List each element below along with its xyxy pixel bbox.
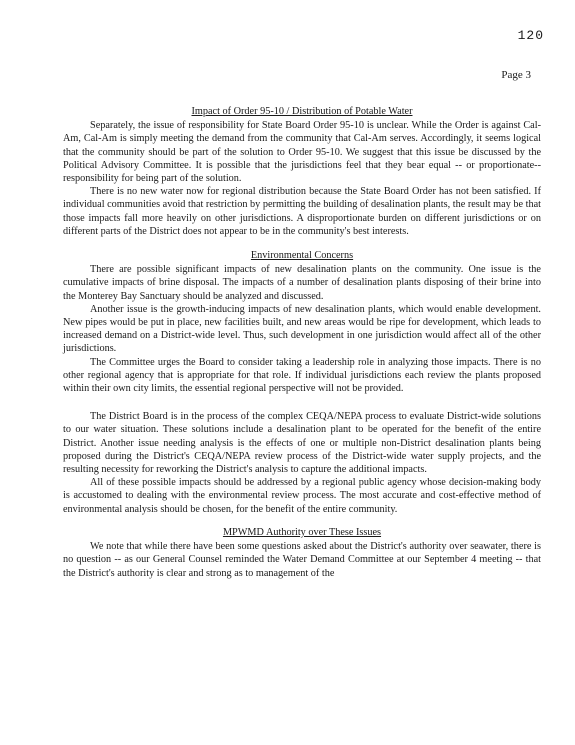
paragraph: There is no new water now for regional distribution because the State Board Order has not been satisfied. If individual communities avoid that restriction by permitting the building of desalination plants, the result may be that those impacts fall more heavily on other jurisdictions. A disproportionate burden on different jurisdictions or on different parts of the District does not appear to be in the community's best interests. <box>63 186 541 237</box>
section-heading-mpwmd-authority: MPWMD Authority over These Issues <box>222 526 382 538</box>
paragraph: Another issue is the growth-inducing impacts of new desalination plants, which would enable development. New pipes would be put in place, new facilities built, and new areas would be ripe for development, which leads to increased demand on a District-wide level. Thus, such development in one jurisdiction would affect all of the other jurisdictions. <box>63 303 541 355</box>
document-stamp-number: 120 <box>517 28 544 43</box>
paragraph: The Committee urges the Board to consider taking a leadership role in analyzing those impacts. There is no other regional agency that is appropriate for that role. If individual jurisdictions each review the plants proposed within their own city limits, the essential regional perspective will not be provided. <box>63 356 541 395</box>
paragraph: All of these possible impacts should be addressed by a regional public agency whose decision-making body is accustomed to dealing with the environmental review process. The most accurate and cost-effective method of environmental analysis should be chosen, for the benefit of the entire community. <box>63 477 541 515</box>
paragraph: We note that while there have been some questions asked about the District's authority over seawater, there is no question -- as our General Counsel reminded the Water Demand Committee at our September 4 meeting -- that the District's authority is clear and strong as to management of the <box>63 541 541 579</box>
document-body <box>63 105 541 580</box>
section-heading-order-95-10: Impact of Order 95-10 / Distribution of Potable Water <box>191 106 413 117</box>
paragraph: The District Board is in the process of the complex CEQA/NEPA process to evaluate District-wide solutions to our water situation. These solutions include a desalination plant to be operated for the benefit of the entire District. Another issue needing analysis is the effects of one or multiple non-District desalination plants being proposed during the District's CEQA/NEPA review process of the District-wide water supply projects, and the resulting necessity for reworking the District's analysis to capture the additional impacts. <box>63 411 541 476</box>
paragraph: There are possible significant impacts of new desalination plants on the community. One issue is the cumulative impacts of brine disposal. The impacts of a number of desalination plants disposing of their brine into the Monterey Bay Sanctuary should be analyzed and discussed. <box>63 264 541 302</box>
page-number-label: Page 3 <box>501 69 531 81</box>
section-heading-environmental-concerns: Environmental Concerns <box>250 250 354 262</box>
paragraph: Separately, the issue of responsibility for State Board Order 95-10 is unclear. While the Order is against Cal-Am, Cal-Am is simply meeting the demand from the community that Cal-Am serves. Accordingly, it seems logical that the community should be part of the solution to Order 95-10. We suggest that this issue be discussed by the Political Advisory Committee. It is possible that the jurisdictions feel that they bear equal -- or proportionate-- responsibility for being part of the solution. <box>63 120 541 185</box>
